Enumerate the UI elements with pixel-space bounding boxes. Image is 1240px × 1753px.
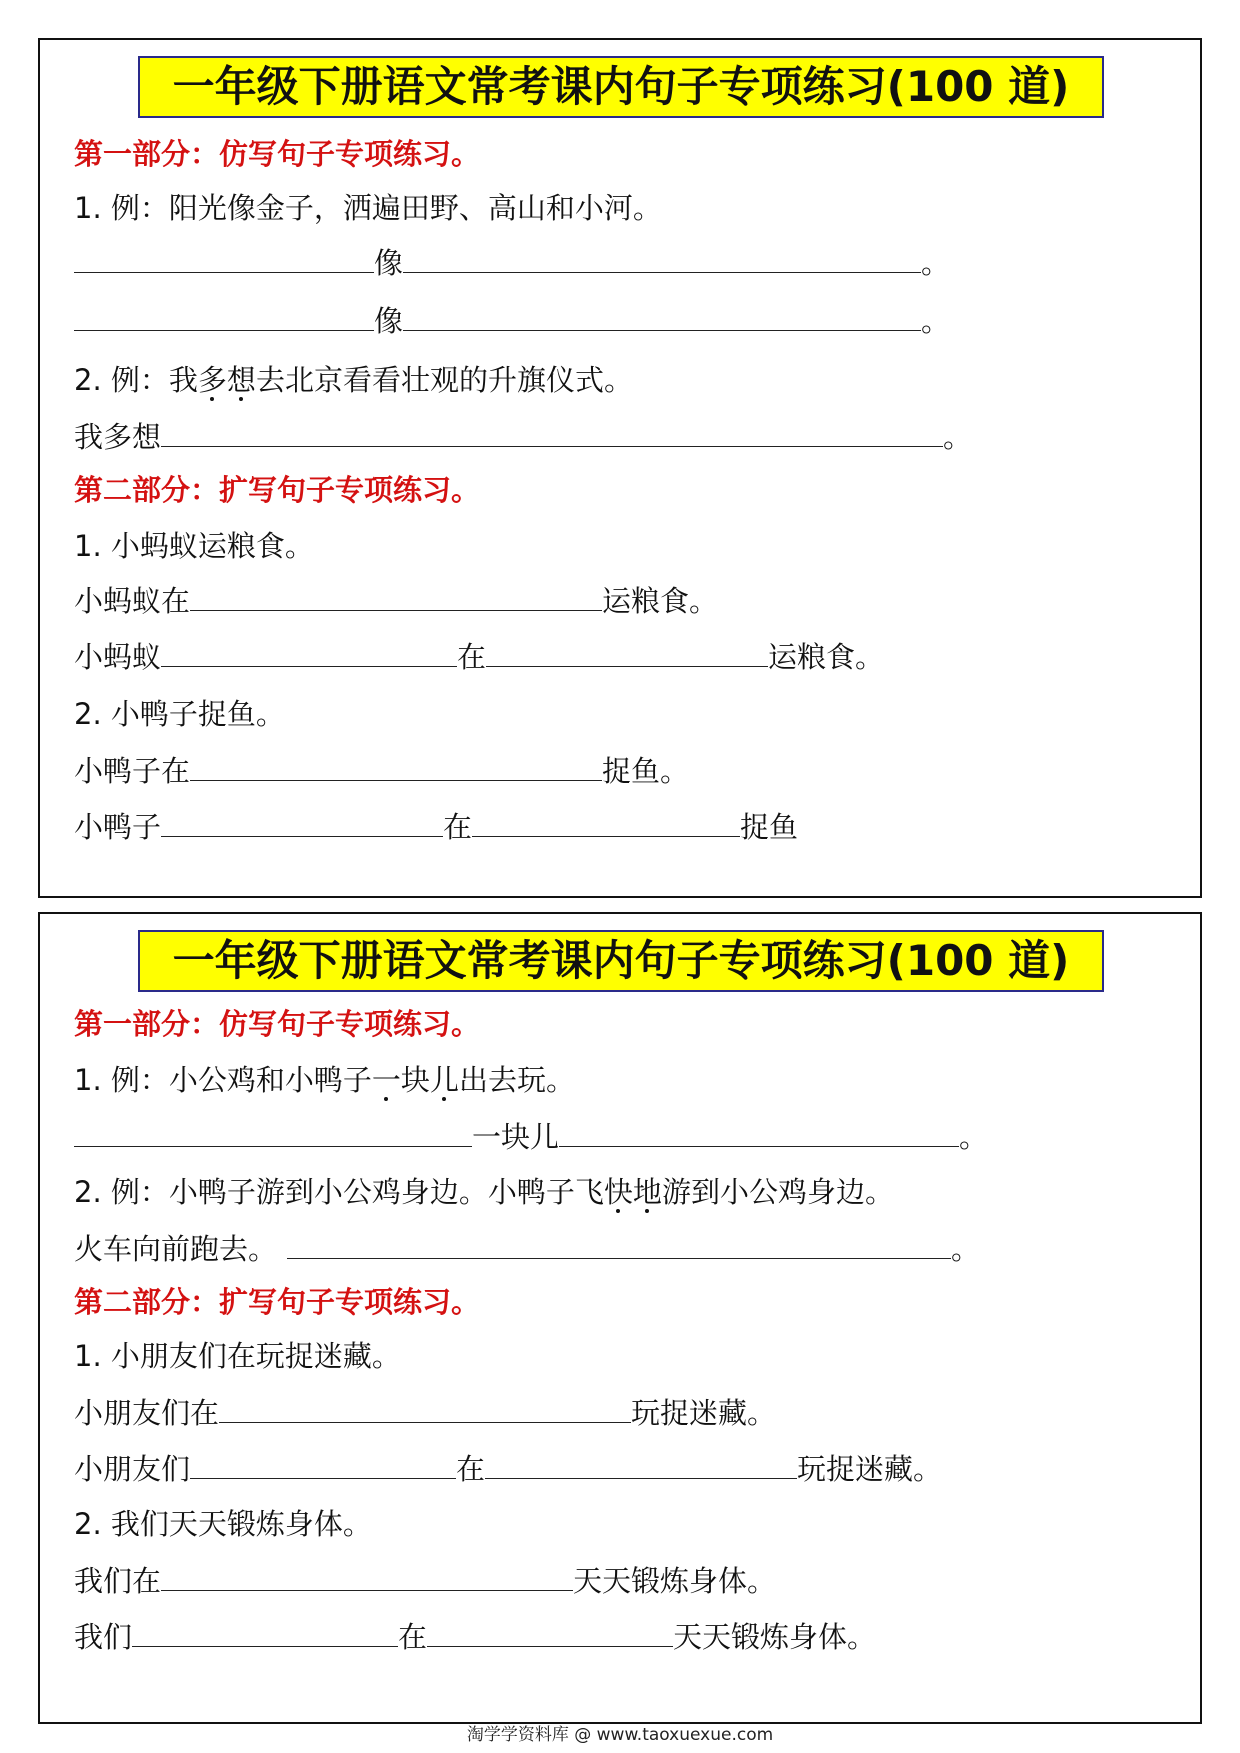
answer-blank[interactable] [403,240,921,273]
answer-connector: 在 [443,810,473,844]
expand-question-2: 2. 我们天天锻炼身体。 [74,1507,372,1541]
answer-blank[interactable] [74,1114,472,1147]
question-text: 去北京看看壮观的升旗仪式。 [255,363,633,397]
answer-connector: 一块儿 [472,1120,560,1154]
answer-period: 。 [959,1120,989,1154]
expand-line-1a [74,1390,776,1434]
expand-line-2b [74,1614,876,1658]
answer-tail: 玩捉迷藏。 [631,1396,777,1430]
answer-tail: 捉鱼 [740,810,799,844]
emphasis-char: 地 [632,1175,662,1209]
answer-lead: 小蚂蚁 [74,640,162,674]
answer-lead: 小鸭子 [74,810,162,844]
answer-lead: 火车向前跑去。 [74,1232,278,1266]
answer-blank[interactable] [161,804,443,837]
expand-line-2a [74,1558,776,1602]
expand-question-1: 1. 小蚂蚁运粮食。 [74,529,314,563]
expand-question-1: 1. 小朋友们在玩捉迷藏。 [74,1339,401,1373]
answer-connector: 在 [398,1620,428,1654]
answer-blank[interactable] [132,1614,398,1647]
footer-watermark: 淘学学资料库 @ www.taoxuexue.com [466,1725,774,1745]
question-2-example [74,358,633,402]
answer-blank[interactable] [485,1446,797,1479]
answer-lead: 我们在 [74,1564,162,1598]
answer-lead: 小朋友们在 [74,1396,220,1430]
answer-blank[interactable] [190,748,602,781]
question-text: 出去玩。 [458,1063,575,1097]
answer-tail: 天天锻炼身体。 [573,1564,777,1598]
question-text: 小公鸡和小鸭子 [168,1063,372,1097]
answer-blank[interactable] [427,1614,673,1647]
answer-lead: 小蚂蚁在 [74,584,191,618]
expand-line-1a [74,578,718,622]
answer-tail: 捉鱼。 [602,754,690,788]
answer-line-1b [74,298,950,342]
answer-blank[interactable] [287,1226,951,1259]
answer-lead: 我多想 [74,420,162,454]
answer-blank[interactable] [74,240,374,273]
emphasis-char: 一 [371,1063,401,1097]
answer-blank[interactable] [190,578,602,611]
question-prefix: 1. 例： [74,191,169,225]
question-2-example [74,1170,894,1214]
answer-blank[interactable] [161,634,457,667]
answer-lead: 小朋友们 [74,1452,191,1486]
answer-period: 。 [943,420,973,454]
answer-blank[interactable] [161,414,943,447]
worksheet-card-1 [38,38,1202,898]
answer-tail: 天天锻炼身体。 [673,1620,877,1654]
emphasis-char: 儿 [429,1063,459,1097]
answer-line-1 [74,1114,988,1158]
answer-period: 。 [951,1232,981,1266]
answer-tail: 运粮食。 [768,640,885,674]
worksheet-card-2 [38,912,1202,1724]
answer-period: 。 [921,304,951,338]
answer-blank[interactable] [472,804,740,837]
question-1-example [74,186,662,230]
answer-blank[interactable] [486,634,768,667]
answer-lead: 小鸭子在 [74,754,191,788]
question-1-example [74,1058,575,1102]
answer-line-1a [74,240,950,284]
answer-tail: 玩捉迷藏。 [797,1452,943,1486]
question-text: 阳光像金子，洒遍田野、高山和小河。 [168,191,662,225]
question-prefix: 1. 例： [74,1063,169,1097]
question-text: 我 [168,363,198,397]
expand-question-2: 2. 小鸭子捉鱼。 [74,697,285,731]
expand-line-2b [74,804,798,848]
answer-connector: 在 [456,1452,486,1486]
answer-blank[interactable] [190,1446,456,1479]
part2-heading: 第二部分：扩写句子专项练习。 [74,473,481,507]
expand-line-1b [74,634,884,678]
part1-heading: 第一部分：仿写句子专项练习。 [74,137,481,171]
answer-line-2 [74,414,972,458]
emphasis-char: 多 [197,363,227,397]
answer-connector: 在 [457,640,487,674]
question-text: 块 [400,1063,430,1097]
answer-tail: 运粮食。 [602,584,719,618]
answer-lead: 我们 [74,1620,133,1654]
worksheet-title: 一年级下册语文常考课内句子专项练习(100 道) [138,930,1104,992]
answer-connector: 像 [374,246,404,280]
answer-blank[interactable] [403,298,921,331]
answer-blank[interactable] [559,1114,959,1147]
part2-heading: 第二部分：扩写句子专项练习。 [74,1285,481,1319]
expand-line-2a [74,748,689,792]
worksheet-title: 一年级下册语文常考课内句子专项练习(100 道) [138,56,1104,118]
question-text: 游到小公鸡身边。 [661,1175,894,1209]
answer-connector: 像 [374,304,404,338]
expand-line-1b [74,1446,942,1490]
answer-blank[interactable] [161,1558,573,1591]
emphasis-char: 快 [603,1175,633,1209]
question-prefix: 2. 例： [74,1175,169,1209]
question-text: 小鸭子游到小公鸡身边。小鸭子飞 [168,1175,604,1209]
answer-line-2 [74,1226,980,1270]
question-prefix: 2. 例： [74,363,169,397]
part1-heading: 第一部分：仿写句子专项练习。 [74,1007,481,1041]
answer-period: 。 [921,246,951,280]
answer-blank[interactable] [74,298,374,331]
emphasis-char: 想 [226,363,256,397]
answer-blank[interactable] [219,1390,631,1423]
